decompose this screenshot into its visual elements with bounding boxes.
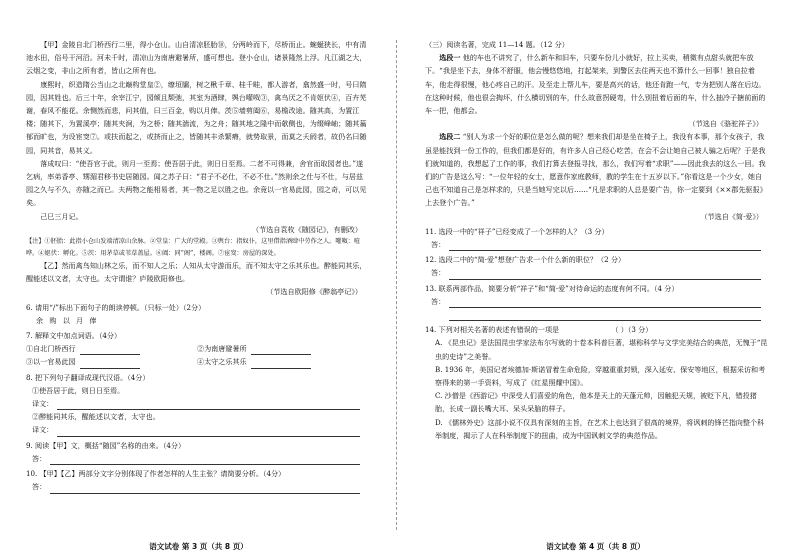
selection-2-text: “别人为求一个好的职位是怎么做的呢？想来我们却是坐在椅子上，我没有本事，那个女孩子，我虽是能找到一份工作的，但我们都是好的，有许多人自己经心吃苦，在会不会让她自己被人骗之后呢？于是我们就知道的，我想起了工作的事，我们打算去登报寻找，那么，我们写着“求职”——因此我去的这么一回。我们的广告是这么写：“一位年轻的女士，愿意作家庭教师，教的学生在十五岁以下。”你看这是一个少女，她自己也不知道自己是怎样求的，只是当她写完以后……“凡是求职的人总是要广告，你一定要到《××郡先驱报》上去登个广告。” — [425, 132, 767, 208]
question-13-answer-line2[interactable] — [425, 308, 769, 321]
question-13-answer-line1[interactable]: 答： — [425, 295, 769, 308]
page-right — [397, 0, 794, 560]
question-7-item4[interactable]: ④太守之乐其乐 — [197, 355, 368, 368]
left-column — [26, 38, 368, 494]
right-page-footer: 语文试卷 第 4 页（共 8 页） — [546, 542, 645, 551]
question-9-answer[interactable]: 答： — [26, 452, 368, 465]
question-7-item1[interactable]: ①自北门桥西行 — [26, 342, 197, 355]
passage-jia-date: 己巳三月记。 — [40, 211, 83, 221]
question-14-stem: 14. 下列对相关名著的表述有错误的一项是 — [425, 325, 560, 335]
question-7-row1 — [26, 342, 368, 355]
passage-jia-p2: 康熙时，织造隋公当山之北巅构堂皇②，缭垣牖，树之楸千章、桂千畦，都人游者，翕然盛一时，号曰隋园，因其姓也。后三十年，余宰江宁，园倾且颓弛，其室为酒肆，舆台嚾呶③，禽鸟厌之不肯妪伏④，百卉芜谢，春风不能花。余恻然而悲，问其值，曰三百金，购以月俸。茨⑤墙剪阖⑥，易檐改途。随其高，为置江楼；随其下，为置溪亭；随其夹涧，为之桥；随其湍流，为之舟；随其地之隆中而欹侧也，为缀峰岫；随其蓊郁而旷也，为设宦窔⑦。或扶而起之，或挤而止之，皆随其丰杀繁瘠，就势取景，而莫之夭阏者，故仍名曰随园，同其音，易其义。 — [26, 79, 367, 155]
right-column — [425, 38, 769, 442]
question-7-item2[interactable]: ②为南唐避暑所 — [197, 342, 368, 355]
passage-jia-p3: 落成叹曰：“使吾官于此，则月一至焉；使吾居于此，则日日至焉。二者不可得兼，舍官而取园者也。”遂乞病，率弟香亭、甥湄君移书史居随园。闻之苏子曰：“君子不必仕，不必不仕。”然则余之仕与不仕，与居兹园之久与不久，亦随之而已。夫两物之能相易者，其一物之足以胜之也。余竟以一官易此园，园之奇，可以见矣。 — [26, 158, 367, 208]
question-7-row2 — [26, 355, 368, 368]
question-14-option-b: B. 1936 年，美国记者埃德加·斯诺冒着生命危险，穿越重重封锁，深入延安、保安等地区，根据采访和考察得来的第一手资料，写成了《红星照耀中国》。 — [435, 364, 766, 388]
question-12-stem: 12. 选段二中的“简·爱”想登广告求一个什么新的职位？（2 分） — [425, 255, 626, 265]
question-6-text: 余 购 以 月 俸 — [36, 315, 99, 325]
selection-1-text: 他的车也不讲究了，什么新车和旧车，只要车份儿小就好，拉上买卖，稍微有点甜头就把车放下。“我是坐下去，身体不舒服，他会慢悠悠地，打起架来，到警区去住两天也不算什么一回事！独自拉着车，他走得很慢，他心疼自己的汗。及至走上帮儿车，要是高兴的话，他还肯跑一气，专为把别人落在后边。在这种时候，他也很会掏坏，什么横切别的车，什么故意拐硬弯，什么别扭着后面的车，什么抽冷子搪前面的车一把，他都会。 — [425, 53, 766, 116]
question-13-stem: 13. 联系两部作品，简要分析“祥子”和“简·爱”对待命运的态度有何不同。（4 分） — [425, 283, 679, 293]
question-12-answer[interactable]: 答： — [425, 266, 769, 279]
question-7-stem: 7. 解释文中加点词语。（4分） — [26, 331, 122, 341]
passage-yi-source: （节选自欧阳修《醉翁亭记》） — [266, 287, 362, 297]
question-8-sentence1: ①使吾居于此，则日日至焉。 — [32, 385, 125, 395]
passage-jia-p1: 【甲】金陵自北门桥西行二里，得小仓山。山自清凉胚胎⑩，分两岭而下，尽桥而止。蜿蜒狭长，中有清池水田，俗号干河沿。河未千时，清凉山为南唐避暑所，盛可想也。登小仓山，诸景隆然上浮。凡江湖之大，云烟之变，非山之所有者，皆山之所有也。 — [26, 40, 367, 76]
question-11-stem: 11. 选段一中的“祥子”已经变成了一个怎样的人？（3 分） — [425, 226, 609, 236]
question-14-answer-paren[interactable]: （ ）（3 分） — [611, 325, 653, 335]
question-14-option-d: D. 《儒林外史》这部小说不仅具有深刻的主旨，在艺术上也达到了很高的境界，将讽刺的锋芒指向整个科举制度，揭示了人在科举制度下的扭曲，成为中国讽刺文学的典范作品。 — [435, 417, 765, 440]
passage-yi-p1: 【乙】然而禽鸟知山林之乐，而不知人之乐；人知从太守游而乐，而不知太守之乐其乐也。醉能同其乐，醒能述以文者，太守也。太守谓谁？庐陵欧阳修也。 — [26, 261, 367, 284]
selection-2-label: 选段二 — [439, 132, 461, 142]
question-10-stem: 10. 【甲】【乙】两部分文字分别体现了作者怎样的人生主张？请简要分析。（4分） — [26, 469, 286, 479]
question-10-answer[interactable]: 答： — [26, 480, 368, 493]
passage-jia-note: 【注】①胚胎：此指小仓山发端清凉山余脉。②堂皇：广大的堂殿。③舆台：指奴仆，这里借指酒肆中劳作之人。嚾呶：喧哗。④妪伏：孵化。⑤茨：用茅草或苇草盖屋。⑥阖：同“阁”，楼阁。⑦宦窔：房屋的深处。 — [26, 238, 361, 257]
question-14-stem-row — [425, 323, 769, 336]
question-7-item3[interactable]: ③以一官易此园 — [26, 355, 197, 368]
section-3-header: （三）阅读名著，完成 11—14 题。（12 分） — [425, 40, 569, 49]
question-14-option-c: C. 沙僧是《西游记》中深受人们喜爱的角色，他本是天上的天蓬元帅，因触犯天规，被贬下凡，错投猪胎，长成一副长嘴大耳、呆头呆脑的样子。 — [435, 391, 757, 414]
selection-1-label: 选段一 — [439, 53, 461, 63]
selection-2-source: （节选自《简·爱》） — [700, 211, 763, 221]
question-8-answer1[interactable]: 译文： — [26, 397, 368, 410]
question-8-sentence2: ②醉能同其乐，醒能述以文者，太守也。 — [32, 412, 160, 422]
selection-1-source: （节选自《骆驼祥子》） — [688, 119, 763, 129]
question-8-stem: 8. 把下列句子翻译成现代汉语。（4分） — [26, 372, 150, 382]
question-6-stem: 6. 请用“/”标出下面句子的朗读停顿。（只标一处）（2分） — [26, 302, 206, 312]
question-8-answer2[interactable]: 译文： — [26, 423, 368, 436]
passage-jia-source: （节选自袁枚《随园记》，有删改） — [252, 224, 362, 234]
question-11-answer[interactable]: 答： — [425, 238, 769, 251]
question-14-option-a: A. 《昆虫记》是法国昆虫学家法布尔写就的十卷本科普巨著，堪称科学与文学完美结合的典范，无愧于“昆虫的史诗”之美誉。 — [435, 338, 768, 361]
left-page-footer: 语文试卷 第 3 页（共 8 页） — [149, 542, 248, 551]
question-9-stem: 9. 阅读【甲】文，概括“随园”名称的由来。（4分） — [26, 440, 186, 450]
